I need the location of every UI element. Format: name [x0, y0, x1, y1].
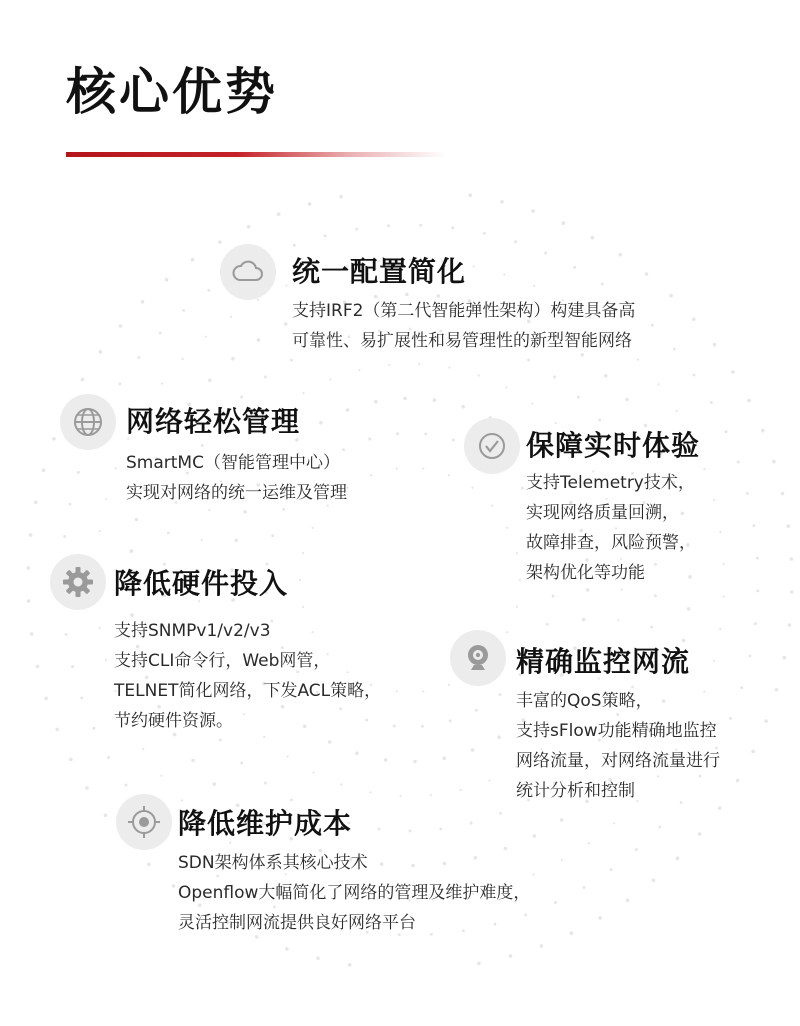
feature-description: 丰富的QoS策略， 支持sFlow功能精确地监控 网络流量，对网络流量进行 统计分析和控制 — [516, 691, 720, 801]
feature-heading: 精确监控网流 — [516, 645, 691, 678]
title-underline — [66, 152, 446, 157]
feature-description: 支持IRF2（第二代智能弹性架构）构建具备高 可靠性、易扩展性和易管理性的新型智能网络 — [292, 301, 636, 351]
feature-description: 支持SNMPv1/v2/v3 支持CLI命令行，Web网管， TELNET简化网络，下发ACL策略， 节约硬件资源。 — [114, 621, 382, 731]
feature-heading: 统一配置简化 — [292, 255, 467, 288]
feature-description: 支持Telemetry技术， 实现网络质量回溯， 故障排查，风险预警， 架构优化等功能 — [526, 473, 696, 583]
check-circle-icon — [464, 418, 520, 474]
cloud-icon — [220, 244, 276, 300]
feature-heading: 保障实时体验 — [526, 429, 701, 462]
page-title: 核心优势 — [66, 63, 278, 121]
target-icon — [116, 794, 172, 850]
globe-icon — [60, 394, 116, 450]
feature-heading: 降低硬件投入 — [114, 567, 289, 600]
feature-description: SmartMC（智能管理中心） 实现对网络的统一运维及管理 — [126, 453, 347, 503]
feature-heading: 网络轻松管理 — [126, 405, 301, 438]
webcam-icon — [450, 630, 506, 686]
feature-description: SDN架构体系其核心技术 Openflow大幅简化了网络的管理及维护难度， 灵活控制网流提供良好网络平台 — [178, 853, 531, 933]
feature-heading: 降低维护成本 — [178, 807, 353, 840]
gear-icon — [50, 554, 106, 610]
